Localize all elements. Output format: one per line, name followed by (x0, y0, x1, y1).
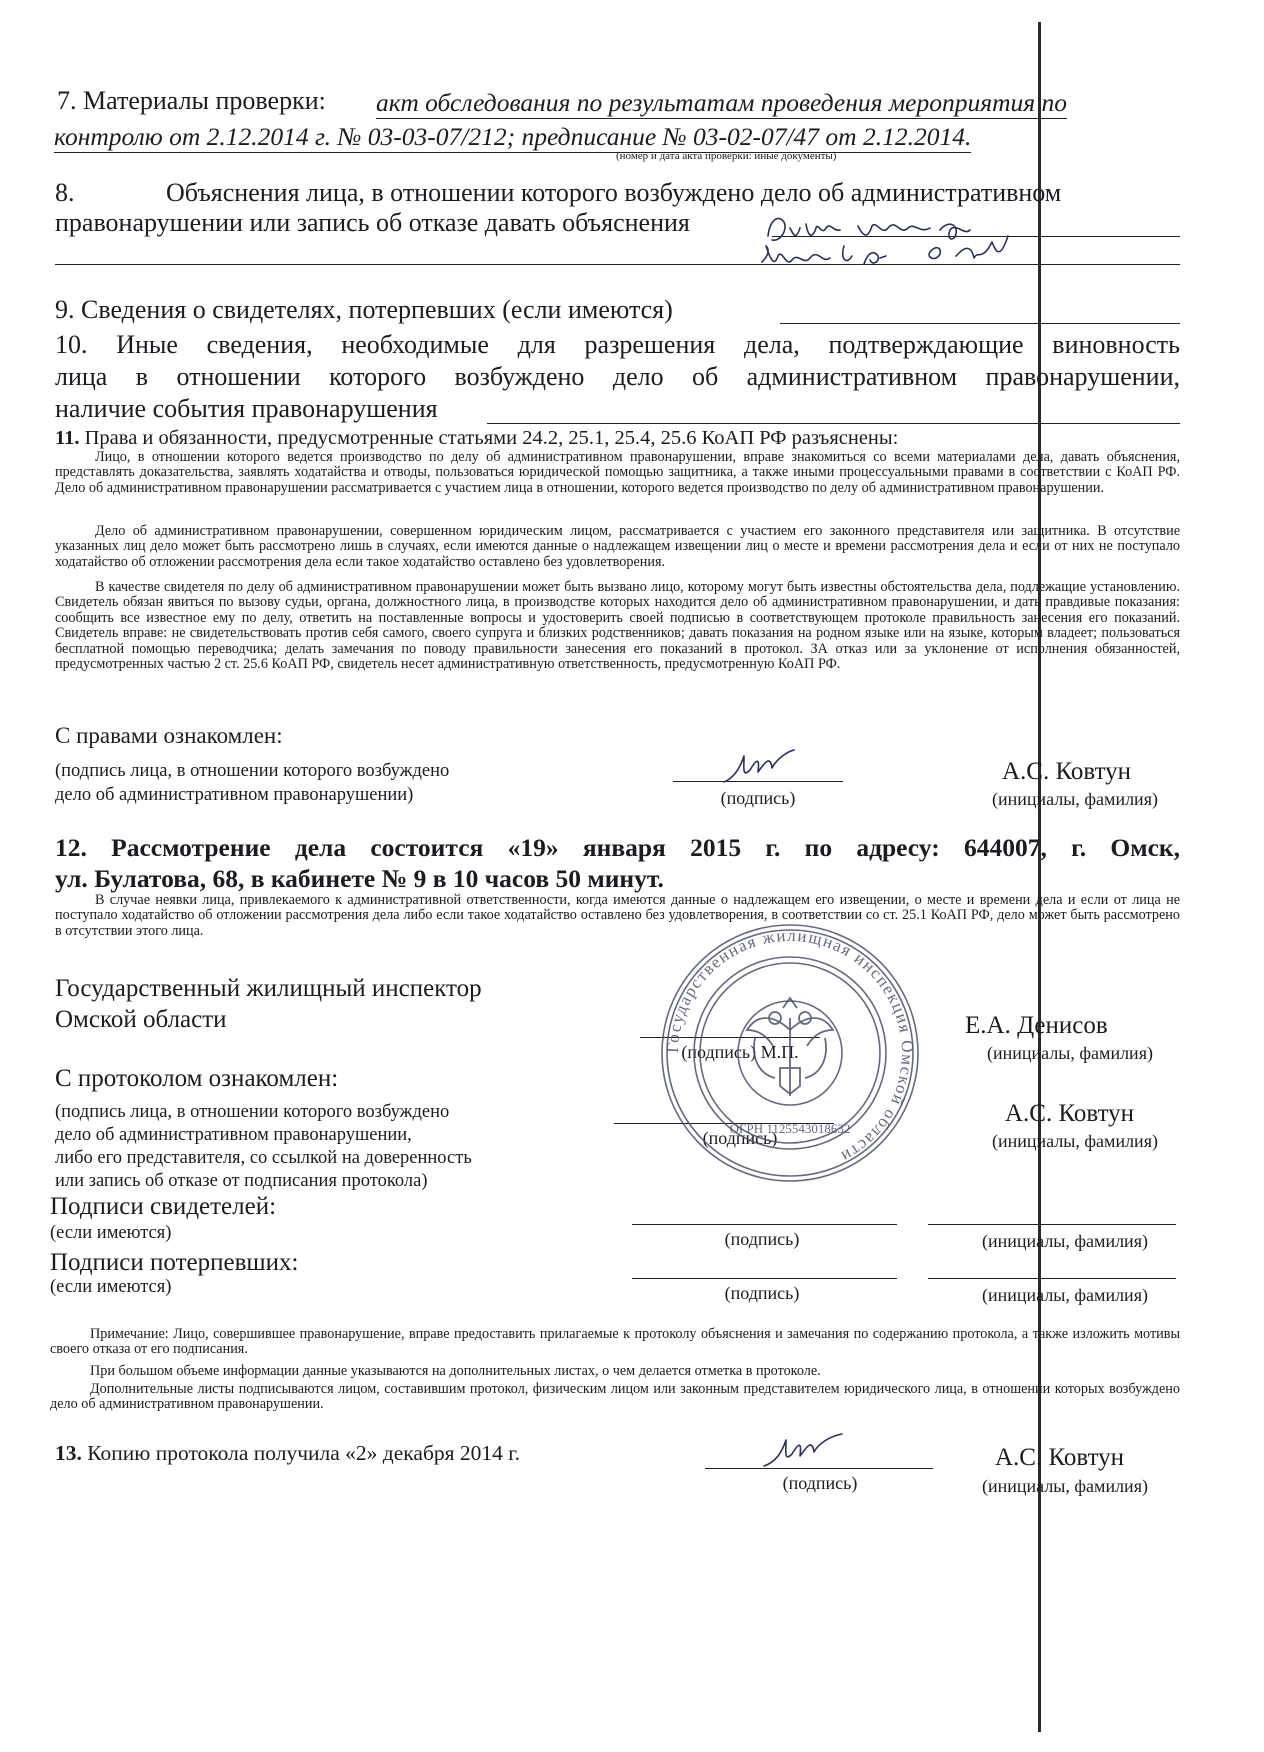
item-7-label: 7. Материалы проверки: (57, 86, 326, 115)
rights-acquainted-note2: дело об административном правонарушении) (55, 785, 414, 805)
protocol-acquainted-note3: либо его представителя, со ссылкой на доверенность (55, 1148, 472, 1168)
item-13-signature-caption: (подпись) (782, 1473, 858, 1493)
item-7-value-line1: акт обследования по результатам проведения мероприятия по (376, 88, 1067, 117)
item-7-caption: (номер и дата акта проверки: иные документы) (616, 150, 837, 162)
victims-signature-line (632, 1278, 897, 1279)
victims-signature-caption: (подпись) (724, 1283, 800, 1303)
item-8-line1: Объяснения лица, в отношении которого возбуждено дело об административном (166, 178, 1062, 207)
protocol-acquainted-note1: (подпись лица, в отношении которого возбуждено (55, 1102, 450, 1122)
item-13-body: Копию протокола получила «2» декабря 2014 г. (87, 1441, 521, 1465)
item-10-line3: наличие события правонарушения (55, 394, 438, 423)
item-9-line (780, 323, 1180, 324)
item-11-title-text: Права и обязанности, предусмотренные статьями 24.2, 25.1, 25.4, 25.6 КоАП РФ разъяснены: (84, 427, 899, 449)
item-10-line1: 10. Иные сведения, необходимые для разрешения дела, подтверждающие виновность (55, 330, 1180, 359)
item-13-name-caption: (инициалы, фамилия) (982, 1476, 1148, 1496)
witnesses-name-line (928, 1224, 1176, 1225)
item-11-paragraph-2: Дело об административном правонарушении, совершенном юридическим лицом, рассматривается с участием его законного представителя или защитника. В отсутствие указанных лиц дело может быть рассмотрено лишь в случаях, если имеются данные о надлежащем извещении лиц о месте и времени рассмотрения дела и если от них не поступало ходатайство об отложении рассмотрения дела если такое ходатайство оставлено без удовлетворения. (55, 523, 1180, 570)
inspector-name-caption: (инициалы, фамилия) (987, 1043, 1153, 1063)
protocol-acquainted-note4: или запись об отказе от подписания протокола) (55, 1171, 428, 1191)
protocol-name-caption: (инициалы, фамилия) (992, 1131, 1158, 1151)
rights-acquainted-title: С правами ознакомлен: (55, 723, 283, 748)
item-11-paragraph-3: В качестве свидетеля по делу об административном правонарушении может быть вызвано лицо, которому могут быть известны обстоятельства дела, подлежащие установлению. Свидетель обязан явиться по вызову судьи, органа, должностного лица, в производстве которых находится дело об административном правонарушении, и дать правдивые показания: сообщить все известное ему по делу, ответить на поставленные вопросы и удостоверить своей подписью в соответствующем протоколе правильность занесения его показаний. Свидетель вправе: не свидетельствовать против себя самого, своего супруга и близких родственников; давать показания на родном языке или на языке, которым владеет; пользоваться бесплатной помощью переводчика; делать замечания по поводу правильности занесения его показаний в протокол. ЗА отказ или за уклонение от исполнения обязанностей, предусмотренных частью 2 ст. 25.6 КоАП РФ, свидетель несет административную ответственность, предусмотренную КоАП РФ. (55, 579, 1180, 673)
item-13-number: 13. (55, 1441, 82, 1465)
inspector-position-line1: Государственный жилищный инспектор (55, 975, 482, 1002)
witnesses-note: (если имеются) (50, 1223, 172, 1243)
signature-kovtun-2 (760, 1432, 860, 1472)
item-11-number: 11. (55, 427, 80, 449)
item-12-line1: 12. Рассмотрение дела состоится «19» января 2015 г. по адресу: 644007, г. Омск, (55, 833, 1180, 862)
item-12-line2: ул. Булатова, 68, в кабинете № 9 в 10 часов 50 минут. (55, 864, 664, 893)
item-10-line2: лица в отношении которого возбуждено дело об административном правонарушении, (55, 362, 1180, 391)
official-stamp (655, 918, 925, 1188)
rights-acquainted-name: А.С. Ковтун (1002, 758, 1132, 785)
item-11-title (55, 427, 898, 450)
item-10-answer-line (487, 423, 1180, 424)
item-11-paragraph-1: Лицо, в отношении которого ведется производство по делу об административном правонарушении, вправе знакомиться со всеми материалами дела, давать объяснения, представлять доказательства, заявлять ходатайства и отводы, пользоваться юридической помощью защитника, а также иными процессуальными правами в соответствии с КоАП РФ. Дело об административном правонарушении рассматривается с участием лица в отношении, которого ведется производство по делу об административном правонарушении. (55, 449, 1180, 496)
note-paragraph-3: Дополнительные листы подписываются лицом, составившим протокол, физическим лицом или законным представителем юридического лица, в отношении которых возбуждено дело об административном правонарушении. (50, 1381, 1180, 1413)
protocol-name: А.С. Ковтун (1005, 1100, 1135, 1127)
item-13-name: А.С. Ковтун (995, 1444, 1125, 1471)
witnesses-name-caption: (инициалы, фамилия) (982, 1231, 1148, 1251)
victims-name-caption: (инициалы, фамилия) (982, 1285, 1148, 1305)
item-8-number: 8. (55, 178, 75, 207)
stamp-ogrn: ОГРН 1125543018632 (729, 1121, 851, 1136)
stamp-eagle-icon (747, 998, 833, 1096)
stamp-ring-text: Государственная жилищная инспекция Омской области (662, 925, 918, 1167)
item-8-line2: правонарушении или запись об отказе давать объяснения (55, 208, 690, 237)
rights-acquainted-signature-caption: (подпись) (720, 788, 796, 808)
witnesses-title: Подписи свидетелей: (50, 1193, 277, 1220)
rights-acquainted-name-caption: (инициалы, фамилия) (992, 789, 1158, 809)
item-12-note: В случае неявки лица, привлекаемого к административной ответственности, когда имеются данные о надлежащем его извещении, о месте и времени дела и если от лица не поступало ходатайство об отложении рассмотрения дела либо если такое ходатайство оставлено без удовлетворения, в соответствии со ст. 25.1 КоАП РФ, дело может быть рассмотрено в отсутствии этого лица. (55, 892, 1180, 939)
victims-name-line (928, 1278, 1176, 1279)
inspector-signature-caption: (подпись) М.П. (681, 1042, 799, 1062)
protocol-acquainted-note2: дело об административном правонарушении, (55, 1125, 412, 1145)
handwritten-explanation (760, 206, 1180, 290)
item-7-value-line2: контролю от 2.12.2014 г. № 03-03-07/212; предписание № 03-02-07/47 от 2.12.2014. (54, 122, 972, 151)
victims-title: Подписи потерпевших: (50, 1249, 299, 1276)
witnesses-signature-line (632, 1224, 897, 1225)
item-13-text (55, 1441, 520, 1466)
item-9: 9. Сведения о свидетелях, потерпевших (если имеются) (55, 295, 673, 324)
witnesses-signature-caption: (подпись) (724, 1229, 800, 1249)
inspector-position-line2: Омской области (55, 1006, 227, 1033)
protocol-signature-caption: (подпись) (702, 1128, 778, 1148)
note-paragraph-2: При большом объеме информации данные указываются на дополнительных листах, о чем делается отметка в протоколе. (90, 1363, 821, 1379)
note-paragraph-1: Примечание: Лицо, совершившее правонарушение, вправе предоставить прилагаемые к протоколу объяснения и замечания по содержанию протокола, а также изложить мотивы своего отказа от его подписания. (50, 1326, 1180, 1358)
victims-note: (если имеются) (50, 1277, 172, 1297)
signature-kovtun-1 (720, 748, 810, 788)
inspector-name: Е.А. Денисов (965, 1012, 1108, 1039)
protocol-acquainted-title: С протоколом ознакомлен: (55, 1065, 339, 1092)
rights-acquainted-note1: (подпись лица, в отношении которого возбуждено (55, 761, 450, 781)
